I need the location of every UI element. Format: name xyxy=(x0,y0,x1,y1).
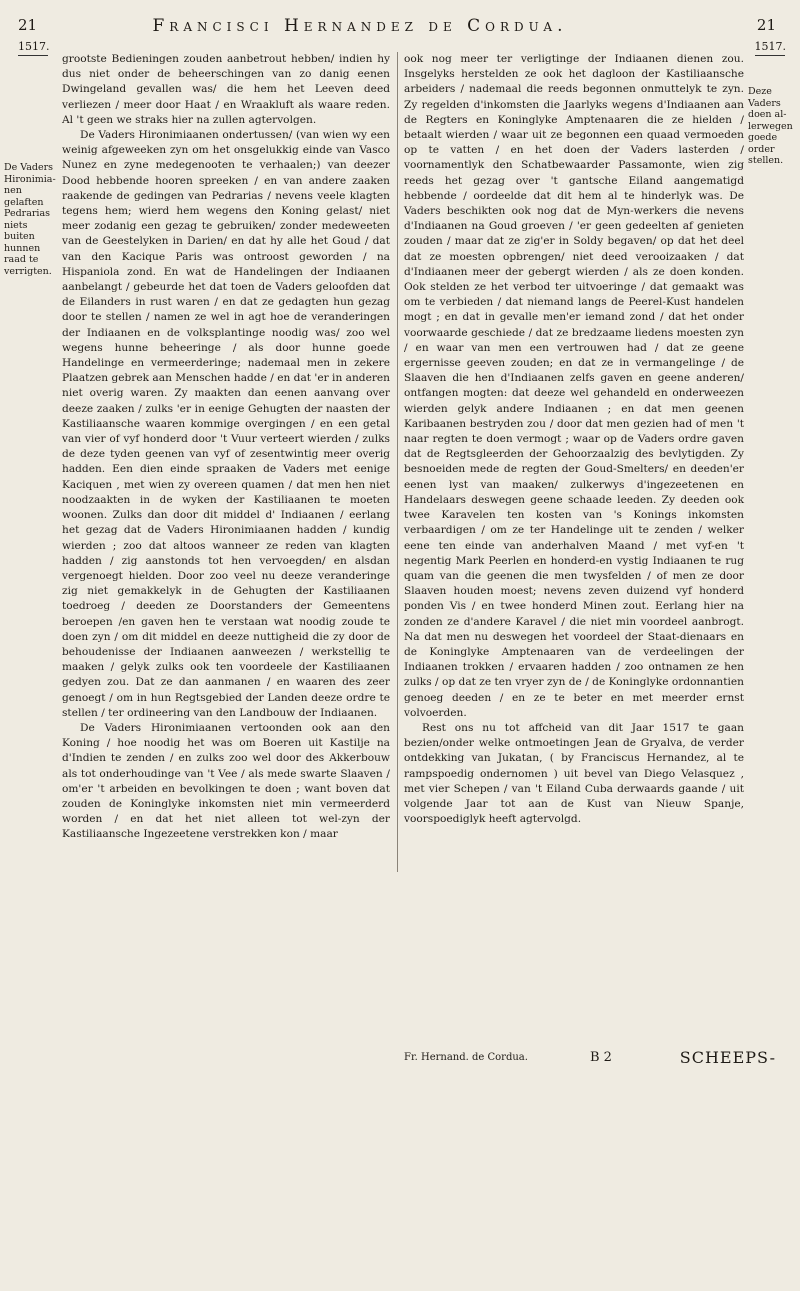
column-divider xyxy=(397,52,398,872)
margin-note-right: Deze Vaders doen al-lerwegen goede order stellen. xyxy=(748,86,793,166)
paragraph: grootste Bedieningen zouden aanbetrout hebben/ indien hy dus niet onder de beheerschingen van zo danig eenen Dwingeland gevallen was/ die hem het Leeven deed verliezen / meer door Haat / en Wraakluft als waare reden. Al 't geen we straks hier na zullen agtervolgen. xyxy=(62,53,390,126)
paragraph: De Vaders Hironimiaanen vertoonden ook aan den Koning / hoe noodig het was om Boeren uit Kastilje na d'Indien te zenden / en zulks zoo wel door des Akkerbouw als tot onderhoudinge van 't Vee / als mede swarte Slaaven / om'er 't arbeiden en bevolkingen te doen ; want boven dat zouden de Koninglyke inkomsten niet min vermeerderd worden / en dat het niet alleen tot wel-zyn der Kastiliaansche Ingezeetene verstrekken kon / maar xyxy=(62,721,390,841)
paragraph: ook nog meer ter verligtinge der Indiaanen dienen zou. Insgelyks herstelden ze ook het dagloon der Kastiliaansche arbeiders / nademaal die reeds begonnen onmuttelyk te zyn. Zy regelden d'inkomsten die Jaarlyks wegens d'Indiaanen aan de Regters en Koninglyke Amptenaaren die ze hielden / betaalt wierden / waar uit ze begonnen een quaad vermoeden op te vatten / en het doen der Vaders lasterden / voornamentlyk den Schatbewaarder Passamonte, wien zig reeds het gezag over 't gantsche Eiland aangematigd hebbende / oordeelde dat dit hem al te hinderlyk was. De Vaders beschikten ook nog dat de Myn-werkers die nevens d'Indiaanen na Goud groeven / 'er geen gedeelten af genieten zouden / maar dat ze zig'er in Soldy begaven/ op dat het deel dat ze moesten opbrengen/ niet deed verooizaaken / dat d'Indiaanen meer der gebergt wierden / als ze doen konden. Ook stelden ze het verbod ter uitvoeringe / dat gemaakt was om te verbieden / dat niemand langs de Peerel-Kust handelen mogt ; en dat in gevalle men'er iemand zond / dat het onder voorwaarde geschiede / dat ze bredzaame liedens moesten zyn / en waar van men een vertrouwen had / dat ze geene ergernisse geeven zouden; en dat ze in vermangelinge / de Slaaven die hen d'Indiaanen zelfs gaven en geene anderen/ ontfangen mogten: dat deeze wel gehandeld en onderweezen wierden gelyk andere Indiaanen ; en dat men geenen Karibaanen bestryden zou / door dat men gezien had of men 't naar regten te doen vermogt ; waar op de Vaders ordre gaven dat de Regtsgleerden der Gehoorzaalzig des bevlytigden. Zy besnoeiden mede de regten der Goud-Smelters/ en deeden'er eenen lyst van maaken/ zulkerwys d'ingezeetenen en Handelaars deswegen geene schaade leeden. Zy deeden ook twee Karavelen ten kosten van 's Konings inkomsten verbaardigen / om ze ter Handelinge uit te zenden / welker eene ten einde van anderhalven Maand / met vyf-en 't negentig Mark Peerlen en honderd-en vystig Indiaanen te rug quam van die geenen die men twysfelden / of men ze door Slaaven houden moest; nevens zeven duizend vyf honderd ponden Vis / en twee honderd Minen zout. Eerlang hier na zonden ze d'andere Karavel / die niet min voordeel aanbrogt. Na dat men nu deswegen het voordeel der Staat-dienaars en de Koninglyke Amptenaaren van de verdeelingen der Indiaanen trokken / ervaaren hadden / zoo ontnamen ze hen zulks / op dat ze ten vryer zyn de / de Koninglyke ordonnantien genoeg deeden / en ze te beter en met meerder ernst volvoerden. xyxy=(404,53,744,719)
signature-mark: B 2 xyxy=(590,1050,612,1065)
running-head xyxy=(0,14,800,44)
page-footer xyxy=(0,1048,800,1072)
margin-note-left: De Vaders Hironimia-nen gelaften Pedrarias niets buiten hunnen raad te verrigten. xyxy=(4,162,56,277)
running-title: Francisci Hernandez de Cordua. xyxy=(152,16,568,36)
year-marker-left: 1517. xyxy=(18,40,50,56)
year-marker-right: 1517. xyxy=(755,40,787,56)
page-number-left: 21 xyxy=(18,16,38,34)
text-column-left xyxy=(62,52,390,843)
catchword: SCHEEPS- xyxy=(679,1048,776,1067)
footer-author: Fr. Hernand. de Cordua. xyxy=(404,1052,528,1063)
paragraph: De Vaders Hironimiaanen ondertussen/ (van wien wy een weinig afgeweeken zyn om het onsgelukkig einde van Vasco Nunez en zyne medegenooten te verhaalen;) van deezer Dood hebbende hooren spreeken / en van andere zaaken raakende de gedingen van Pedrarias / nevens veele klagten tegens hem; wierd hem wegens den Koning gelast/ niet meer zodanig een gezag te gebruiken/ zonder medeweeten van de Geestelyken in Darien/ en dat hy alle het Goud / dat van den Kacique Paris was ontroost geworden / na Hispaniola zond. En wat de Handelingen der Indiaanen aanbelangt / gebeurde het dat toen de Vaders geloofden dat de Eilanders in rust waren / en dat ze gedagten hun gezag door te stellen / namen ze wel in agt hoe de veranderingen der Indiaanen en de volksplantinge noodig was/ zoo wel wegens hunne beheeringe / als door hunne goede Handelinge en vermeerderinge; nademaal men in zekere Plaatzen gebrek aan Menschen hadde / en dat 'er in anderen niet overig waren. Zy maakten dan eenen aanvang over deeze zaaken / zulks 'er in eenige Gehugten der naasten der Kastiliaansche waaren kommige overgingen / en een getal van vier of vyf honderd door 't Vuur verteert wierden / zulks de deze tyden geenen van vyf of zesentwintig meer overig hadden. Een dien einde spraaken de Vaders met eenige Kaciquen , met wien zy overeen quamen / dat men hen niet noodzaakten in de wyken der Kastiliaanen te moeten woonen. Zulks dan door dit middel d' Indiaanen / eerlang het gezag dat de Vaders Hironimiaanen hadden / kundig wierden ; zoo dat altoos wanneer ze reden van klagten hadden / zig aanstonds tot hen vervoegden/ en alsdan vergenoegt hielden. Door zoo veel nu deeze veranderinge zig niet gemakkelyk in de Gehugten der Kastiliaanen toedroeg / deeden ze Doorstanders der Gemeentens beroepen /en gaven hen te verstaan wat noodig zoude te doen zyn / om dit middel en deeze nuttigheid die zy door de behoudenisse der Indiaanen aanweezen / werkstellig te maaken / gelyk zulks ook ten voordeele der Kastiliaanen gedyen zou. Dat ze dan aanmanen / en waaren des zeer genoegt / om in hun Regtsgebied der Landen deeze ordre te stellen / ter ordineering van den Landbouw der Indiaanen. xyxy=(62,129,390,719)
paragraph: Rest ons nu tot affcheid van dit Jaar 1517 te gaan bezien/onder welke ontmoetingen Jean de Gryalva, de verder ontdekking van Jukatan, ( by Franciscus Hernandez, al te rampspoedig ondernomen ) uit bevel van Diego Velasquez , met vier Schepen / van 't Eiland Cuba derwaards gaande / uit volgende Jaar tot aan de Kust van Nieuw Spanje, voorspoediglyk heeft agtervolgd. xyxy=(404,721,744,826)
text-column-right xyxy=(404,52,744,827)
page-number-right: 21 xyxy=(756,16,776,34)
